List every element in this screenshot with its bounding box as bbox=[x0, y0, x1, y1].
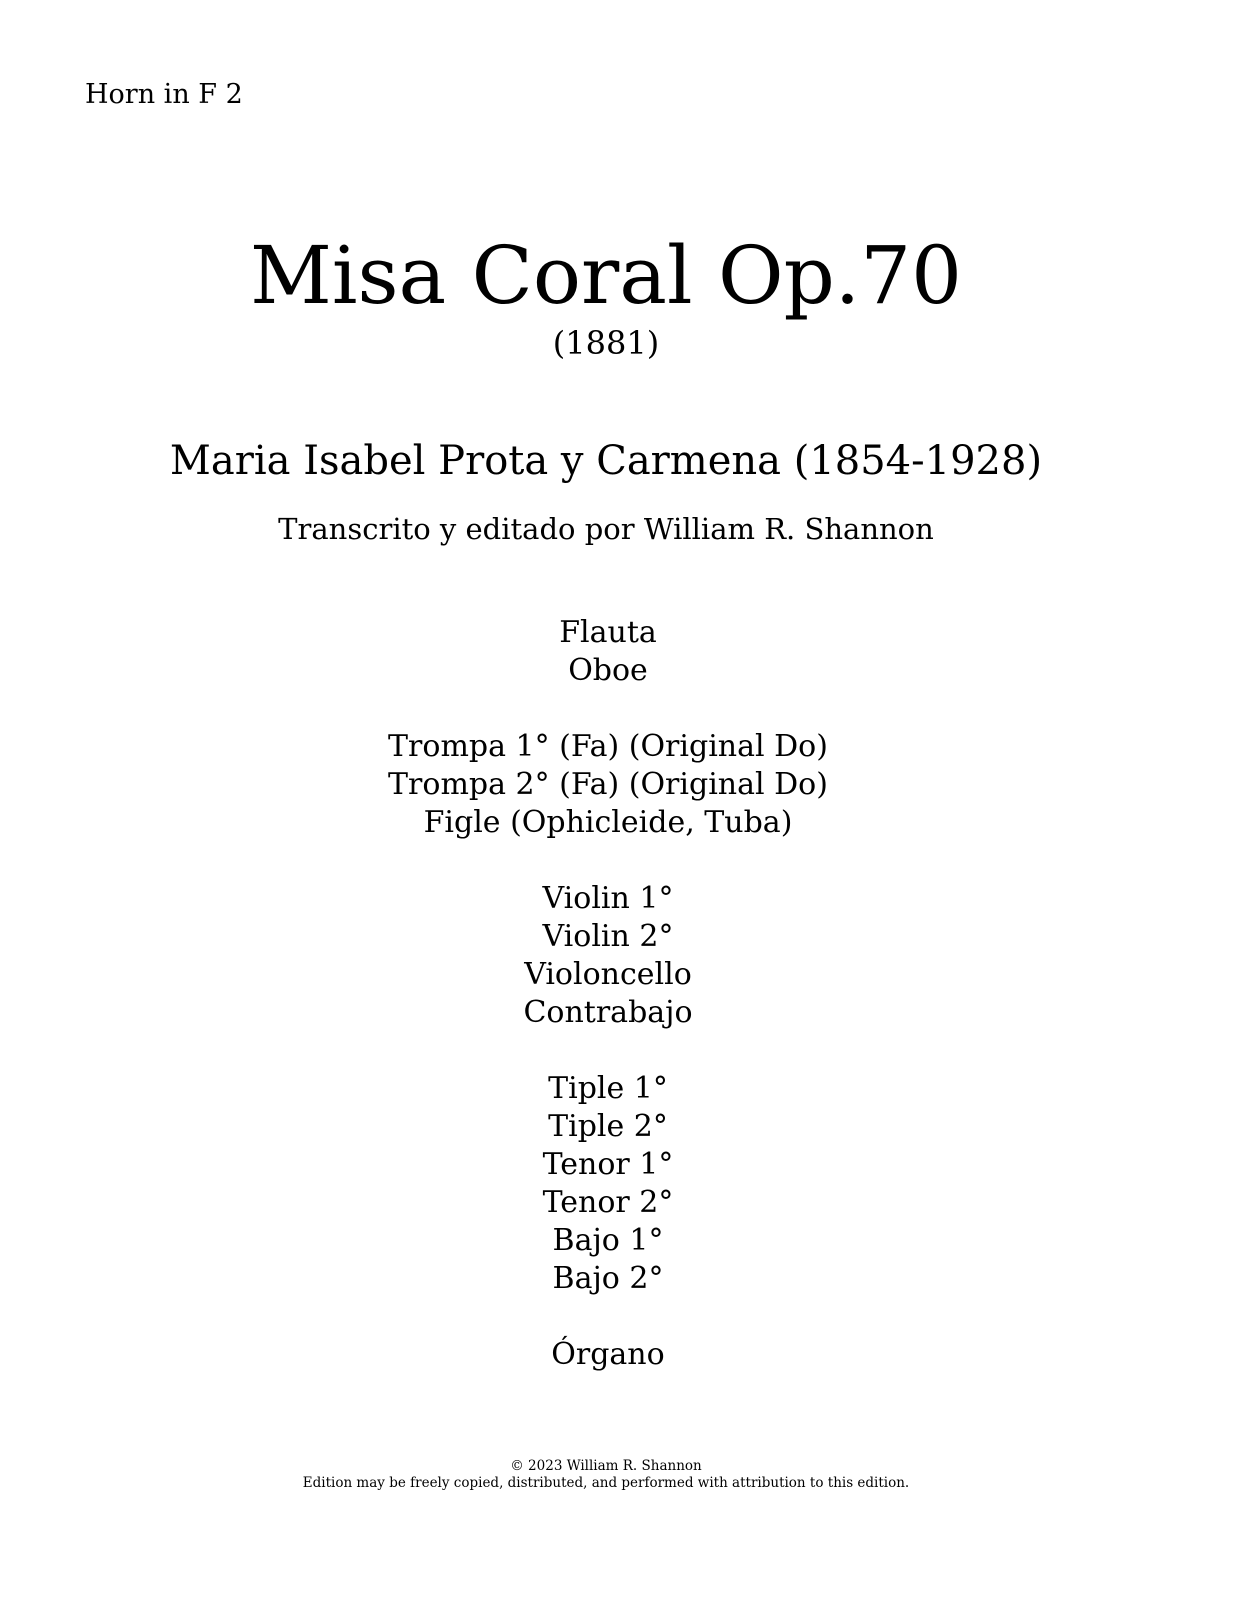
license-notice: Edition may be freely copied, distributed, and performed with attribution to this edition. bbox=[302, 1475, 910, 1491]
composition-year: (1881) bbox=[552, 324, 660, 362]
instrument-item: Tiple 2° bbox=[548, 1109, 668, 1144]
work-title: Misa Coral Op.70 bbox=[249, 229, 963, 322]
part-name: Horn in F 2 bbox=[85, 79, 243, 110]
instrument-item: Oboe bbox=[568, 653, 648, 688]
instrument-item: Contrabajo bbox=[523, 995, 693, 1030]
instrument-item: Órgano bbox=[551, 1337, 665, 1372]
instrument-group-winds bbox=[0, 614, 1216, 690]
instrument-item: Trompa 1° (Fa) (Original Do) bbox=[388, 729, 828, 764]
instrument-item: Violin 1° bbox=[542, 881, 674, 916]
instrument-item: Tenor 2° bbox=[542, 1185, 674, 1220]
instrument-item: Trompa 2° (Fa) (Original Do) bbox=[388, 767, 828, 802]
instrument-item: Bajo 1° bbox=[552, 1223, 664, 1258]
instrument-item: Figle (Ophicleide, Tuba) bbox=[423, 805, 793, 840]
instrument-item: Flauta bbox=[559, 615, 657, 650]
instrument-group-strings bbox=[0, 880, 1216, 1032]
copyright-footer bbox=[0, 1458, 1212, 1492]
copyright-notice: © 2023 William R. Shannon bbox=[510, 1458, 702, 1474]
instrument-item: Tenor 1° bbox=[542, 1147, 674, 1182]
instrumentation-list bbox=[0, 614, 1216, 1412]
editor-credit: Transcrito y editado por William R. Shannon bbox=[278, 512, 934, 546]
instrument-item: Violin 2° bbox=[542, 919, 674, 954]
instrument-item: Bajo 2° bbox=[552, 1261, 664, 1296]
instrument-group-voices bbox=[0, 1070, 1216, 1298]
instrument-group-brass bbox=[0, 728, 1216, 842]
instrument-item: Violoncello bbox=[524, 957, 692, 992]
composer-name: Maria Isabel Prota y Carmena (1854-1928) bbox=[169, 438, 1043, 484]
instrument-group-keyboard bbox=[0, 1336, 1216, 1374]
instrument-item: Tiple 1° bbox=[548, 1071, 668, 1106]
